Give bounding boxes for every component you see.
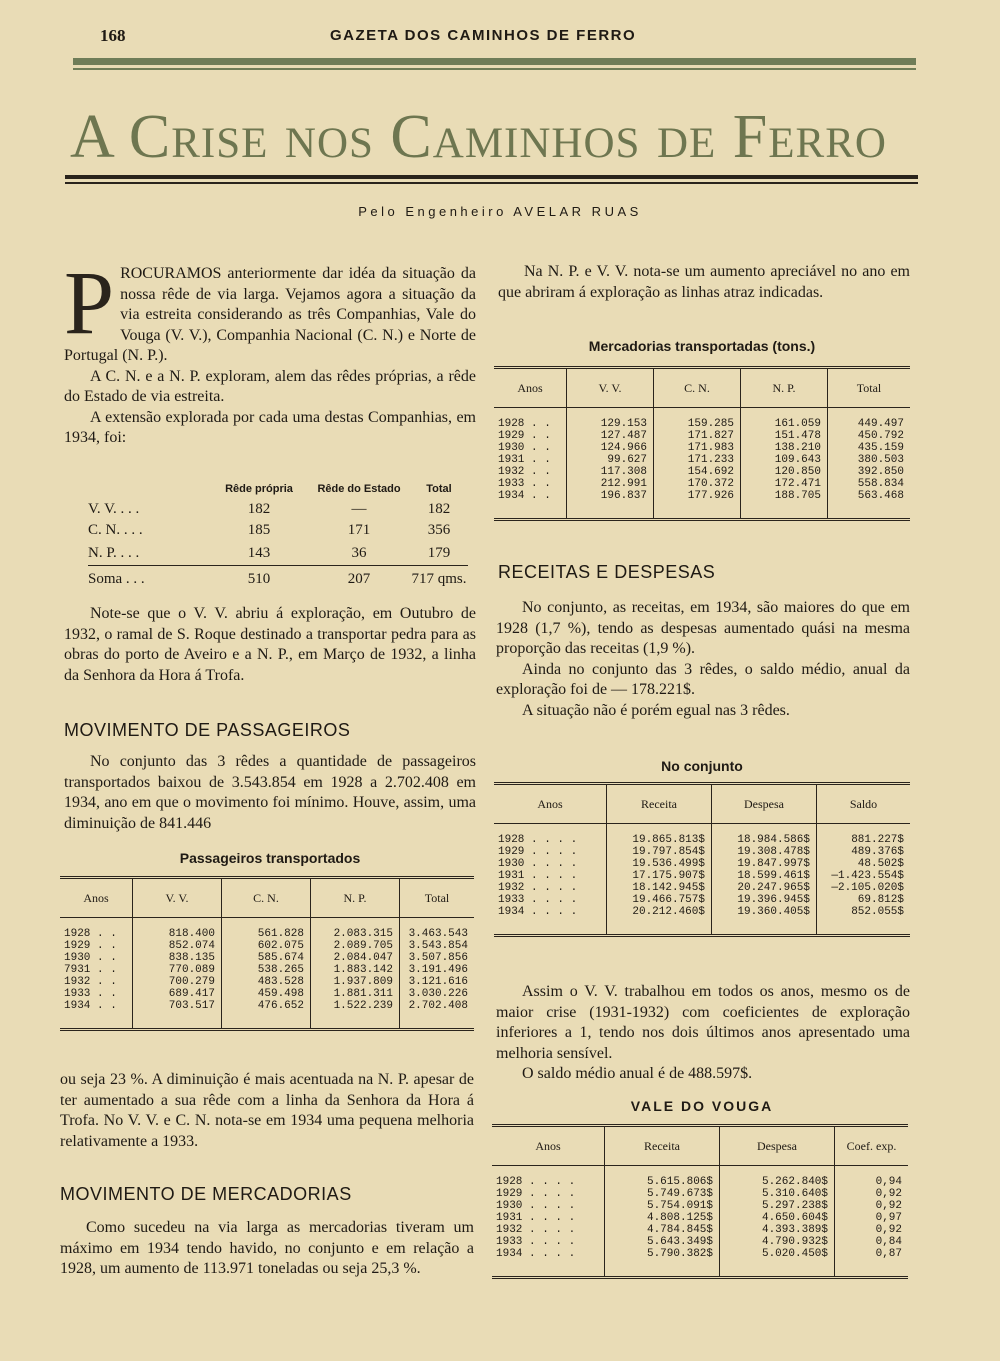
- table-row: [60, 964, 474, 976]
- year-cell: 1932 . . . .: [492, 1224, 605, 1236]
- value-cell: 69.812$: [857, 894, 904, 906]
- title-rule-thin: [65, 182, 918, 184]
- section-heading: MOVIMENTO DE MERCADORIAS: [60, 1184, 352, 1204]
- value-cell: 838.135: [133, 952, 222, 964]
- year-cell: 1932 . . . .: [494, 882, 607, 894]
- value-cell: 561.828: [222, 928, 311, 940]
- value-cell: 703.517: [133, 1000, 222, 1012]
- overall-table-box: [494, 782, 910, 937]
- value-cell: 3.191.496: [408, 964, 468, 976]
- value-cell: 4.393.389$: [720, 1224, 835, 1236]
- value-cell: 212.991: [567, 478, 654, 490]
- value-cell: 483.528: [222, 976, 311, 988]
- value-cell: 3.507.856: [408, 952, 468, 964]
- value-cell: 127.487: [567, 430, 654, 442]
- year-cell: 1929 . . . .: [494, 846, 607, 858]
- year-cell: 1928 . .: [494, 418, 567, 430]
- left-column-pass: [64, 752, 476, 834]
- extension-table: [88, 482, 468, 592]
- value-cell: 18.599.461$: [712, 870, 817, 882]
- goods-table-box: [494, 366, 910, 521]
- left-column-intro: [64, 254, 476, 449]
- table-row: [494, 906, 910, 918]
- col-header: Anos: [492, 1127, 605, 1166]
- value-cell: 2.702.408: [408, 1000, 468, 1012]
- year-cell: 1934 . . . .: [492, 1248, 605, 1260]
- table-row: [492, 1224, 908, 1236]
- year-cell: 1932 . .: [494, 466, 567, 478]
- col-header: Anos: [494, 785, 607, 824]
- paragraph: A situação não é porém egual nas 3 rêdes.: [522, 701, 790, 719]
- table-row: [494, 846, 910, 858]
- passengers-table: [60, 879, 474, 1028]
- year-cell: 7931 . .: [60, 964, 133, 976]
- right-column-intro: [498, 262, 910, 303]
- paragraph: ROCURAMOS anteriormente dar idéa da situação da nossa rêde de via larga. Vejamos agora a situação da via estreita considerando as três Companhias, Vale do Vouga (V. V.), Companhia Nacional (C. N.) e Norte de Portugal (N. P.).: [64, 265, 476, 364]
- value-cell: 5.020.450$: [720, 1248, 835, 1260]
- year-cell: 1930 . . . .: [494, 858, 607, 870]
- year-cell: 1933 . .: [494, 478, 567, 490]
- value-cell: 449.497: [857, 418, 904, 430]
- value-cell: 4.784.845$: [605, 1224, 720, 1236]
- value-cell: 117.308: [567, 466, 654, 478]
- left-column-after: [60, 1070, 474, 1152]
- year-cell: 1928 . .: [60, 928, 133, 940]
- table-row: N. P. . . . 143 36 179: [88, 541, 468, 566]
- value-cell: 171.827: [654, 430, 741, 442]
- vouga-table: [492, 1127, 908, 1276]
- paragraph: A C. N. e a N. P. exploram, alem das rêdes próprias, a rêde do Estado de via estreita.: [64, 367, 476, 405]
- left-column-note: [64, 604, 476, 686]
- journal-title: GAZETA DOS CAMINHOS DE FERRO: [330, 27, 637, 44]
- year-cell: 1929 . .: [494, 430, 567, 442]
- table-row: [60, 940, 474, 952]
- value-cell: 5.643.349$: [605, 1236, 720, 1248]
- value-cell: 0,87: [875, 1248, 902, 1260]
- header-rule-thin: [73, 68, 916, 70]
- col-header: Despesa: [720, 1127, 835, 1166]
- value-cell: 196.837: [567, 490, 654, 502]
- table-row: [60, 952, 474, 964]
- value-cell: 435.159: [857, 442, 904, 454]
- value-cell: 563.468: [857, 490, 904, 502]
- vouga-table-box: [492, 1124, 908, 1279]
- article-title: A Crise nos Caminhos de Ferro: [70, 103, 887, 171]
- value-cell: 3.543.854: [408, 940, 468, 952]
- paragraph: Assim o V. V. trabalhou em todos os anos, mesmo os de maior crise (1931-1932) com coeficientes de exploração inferiores a 1, tendo nos dois últimos anos apresentado uma melhoria sensível.: [496, 983, 910, 1062]
- table-row: [492, 1212, 908, 1224]
- value-cell: 159.285: [654, 418, 741, 430]
- value-cell: 19.466.757$: [607, 894, 712, 906]
- table-row: [494, 430, 910, 442]
- value-cell: 0,84: [875, 1236, 902, 1248]
- value-cell: 881.227$: [851, 834, 904, 846]
- table-row: [492, 1188, 908, 1200]
- value-cell: 0,92: [875, 1200, 902, 1212]
- table-row: [494, 858, 910, 870]
- table-row: V. V. . . . 182 — 182: [88, 501, 451, 517]
- value-cell: 700.279: [133, 976, 222, 988]
- paragraph: Como sucedeu na via larga as mercadorias tiveram um máximo em 1934 tendo havido, no conjunto e em relação a 1928, um aumento de 113.971 toneladas ou seja 25,3 %.: [60, 1219, 474, 1277]
- value-cell: 5.790.382$: [605, 1248, 720, 1260]
- table-row: [60, 1000, 474, 1012]
- year-cell: 1934 . .: [494, 490, 567, 502]
- year-cell: 1931 . .: [494, 454, 567, 466]
- value-cell: 558.834: [857, 478, 904, 490]
- table-row: C. N. . . . 185 171 356: [88, 522, 451, 538]
- value-cell: 2.083.315: [311, 928, 400, 940]
- year-cell: 1933 . . . .: [492, 1236, 605, 1248]
- value-cell: 3.463.543: [408, 928, 468, 940]
- value-cell: 602.075: [222, 940, 311, 952]
- col-header: Rêde própria: [225, 483, 293, 495]
- table-caption: Mercadorias transportadas (tons.): [588, 338, 816, 354]
- value-cell: 171.233: [654, 454, 741, 466]
- table-row: [494, 834, 910, 846]
- value-cell: 2.084.047: [311, 952, 400, 964]
- table-row: [494, 442, 910, 454]
- value-cell: 17.175.907$: [607, 870, 712, 882]
- value-cell: 689.417: [133, 988, 222, 1000]
- value-cell: 188.705: [741, 490, 828, 502]
- value-cell: 5.310.640$: [720, 1188, 835, 1200]
- section-heading: MOVIMENTO DE PASSAGEIROS: [64, 720, 351, 740]
- table-row: [60, 928, 474, 940]
- table-row: [492, 1236, 908, 1248]
- value-cell: 19.847.997$: [712, 858, 817, 870]
- value-cell: 20.212.460$: [607, 906, 712, 918]
- goods-table: [494, 369, 910, 518]
- table-row: [60, 976, 474, 988]
- col-header: Receita: [607, 785, 712, 824]
- year-cell: 1929 . . . .: [492, 1188, 605, 1200]
- right-column-rec: [496, 598, 910, 721]
- year-cell: 1933 . .: [60, 988, 133, 1000]
- value-cell: 177.926: [654, 490, 741, 502]
- value-cell: 138.210: [741, 442, 828, 454]
- paragraph: Note-se que o V. V. abriu á exploração, em Outubro de 1932, o ramal de S. Roque destinado a transportar pedra para as obras do porto de Aveiro e a N. P., em Março de 1932, a linha da Senhora da Hora á Trofa.: [64, 605, 476, 684]
- value-cell: 4.808.125$: [605, 1212, 720, 1224]
- value-cell: 171.983: [654, 442, 741, 454]
- value-cell: 48.502$: [857, 858, 904, 870]
- value-cell: 99.627: [567, 454, 654, 466]
- year-cell: 1933 . . . .: [494, 894, 607, 906]
- value-cell: 380.503: [857, 454, 904, 466]
- page-number: 168: [100, 26, 126, 45]
- section-heading: RECEITAS E DESPESAS: [498, 562, 716, 582]
- year-cell: 1929 . .: [60, 940, 133, 952]
- value-cell: 3.121.616: [408, 976, 468, 988]
- year-cell: 1934 . . . .: [494, 906, 607, 918]
- year-cell: 1931 . . . .: [492, 1212, 605, 1224]
- value-cell: 154.692: [654, 466, 741, 478]
- value-cell: 5.754.091$: [605, 1200, 720, 1212]
- table-row: Soma . . . 510 207 717 qms.: [88, 570, 467, 587]
- left-column-merc: [60, 1218, 474, 1280]
- right-column-vv: [496, 982, 910, 1085]
- year-cell: 1931 . . . .: [494, 870, 607, 882]
- col-header: Saldo: [849, 796, 878, 811]
- paragraph: ou seja 23 %. A diminuição é mais acentuada na N. P. apesar de ter aumentado a sua rêde com a linha da Senhora da Hora á Trofa. No V. V. e C. N. nota-se em 1934 uma pequena melhoria relativamente a 1933.: [60, 1071, 474, 1150]
- table-row: [494, 870, 910, 882]
- value-cell: 1.937.809: [311, 976, 400, 988]
- col-header: Anos: [494, 369, 567, 408]
- col-header: Total: [424, 890, 450, 905]
- col-header: C. N.: [222, 879, 311, 918]
- value-cell: —1.423.554$: [831, 870, 904, 882]
- paragraph: Na N. P. e V. V. nota-se um aumento apreciável no ano em que abriram á exploração as linhas atraz indicadas.: [498, 263, 910, 301]
- year-cell: 1934 . .: [60, 1000, 133, 1012]
- drop-cap: P: [64, 254, 115, 353]
- value-cell: 0,92: [875, 1188, 902, 1200]
- paragraph: No conjunto das 3 rêdes a quantidade de passageiros transportados baixou de 3.543.854 em 1928 a 2.702.408 em 1934, ano em que o movimento foi mínimo. Houve, assim, uma diminuição de 841.446: [64, 753, 476, 832]
- col-header: Total: [426, 483, 452, 495]
- col-header: Total: [856, 380, 882, 395]
- value-cell: 1.522.239: [311, 1000, 400, 1012]
- value-cell: 5.615.806$: [605, 1176, 720, 1188]
- value-cell: 1.883.142: [311, 964, 400, 976]
- title-rule: [65, 175, 918, 179]
- passengers-table-box: [60, 876, 474, 1031]
- table-row: [492, 1176, 908, 1188]
- value-cell: 852.074: [133, 940, 222, 952]
- col-header: V. V.: [567, 369, 654, 408]
- value-cell: 170.372: [654, 478, 741, 490]
- col-header: Anos: [60, 879, 133, 918]
- value-cell: 476.652: [222, 1000, 311, 1012]
- value-cell: 392.850: [857, 466, 904, 478]
- paragraph: No conjunto, as receitas, em 1934, são maiores do que em 1928 (1,7 %), tendo as despesas aumentado quási na mesma proporção das receitas (1,9 %).: [496, 599, 910, 657]
- table-row: [494, 882, 910, 894]
- col-header: N. P.: [741, 369, 828, 408]
- value-cell: 129.153: [567, 418, 654, 430]
- value-cell: 585.674: [222, 952, 311, 964]
- value-cell: 3.030.226: [408, 988, 468, 1000]
- value-cell: 172.471: [741, 478, 828, 490]
- value-cell: 18.984.586$: [712, 834, 817, 846]
- table-row: [60, 988, 474, 1000]
- year-cell: 1928 . . . .: [494, 834, 607, 846]
- col-header: Rêde do Estado: [317, 483, 401, 495]
- col-header: N. P.: [311, 879, 400, 918]
- value-cell: 0,97: [875, 1212, 902, 1224]
- col-header: V. V.: [133, 879, 222, 918]
- year-cell: 1930 . .: [494, 442, 567, 454]
- value-cell: 1.881.311: [311, 988, 400, 1000]
- table-row: [494, 466, 910, 478]
- value-cell: 19.536.499$: [607, 858, 712, 870]
- table-row: [494, 478, 910, 490]
- table-caption: Passageiros transportados: [179, 850, 361, 866]
- value-cell: 2.089.705: [311, 940, 400, 952]
- value-cell: 770.089: [133, 964, 222, 976]
- value-cell: 489.376$: [851, 846, 904, 858]
- col-header: C. N.: [654, 369, 741, 408]
- year-cell: 1928 . . . .: [492, 1176, 605, 1188]
- value-cell: —2.105.020$: [831, 882, 904, 894]
- table-caption: VALE DO VOUGA: [630, 1098, 774, 1114]
- value-cell: 19.308.478$: [712, 846, 817, 858]
- value-cell: 20.247.965$: [712, 882, 817, 894]
- table-row: [494, 894, 910, 906]
- value-cell: 161.059: [741, 418, 828, 430]
- overall-table: [494, 785, 910, 934]
- table-caption: No conjunto: [661, 758, 743, 774]
- value-cell: 120.850: [741, 466, 828, 478]
- value-cell: 19.865.813$: [607, 834, 712, 846]
- header-rule: [73, 58, 916, 65]
- value-cell: 19.396.945$: [712, 894, 817, 906]
- value-cell: 459.498: [222, 988, 311, 1000]
- value-cell: 18.142.945$: [607, 882, 712, 894]
- year-cell: 1930 . .: [60, 952, 133, 964]
- col-header: Despesa: [712, 785, 817, 824]
- value-cell: 450.792: [857, 430, 904, 442]
- year-cell: 1932 . .: [60, 976, 133, 988]
- value-cell: 5.297.238$: [720, 1200, 835, 1212]
- byline: Pelo Engenheiro AVELAR RUAS: [358, 204, 642, 219]
- col-header: Receita: [605, 1127, 720, 1166]
- value-cell: 151.478: [741, 430, 828, 442]
- value-cell: 19.797.854$: [607, 846, 712, 858]
- value-cell: 538.265: [222, 964, 311, 976]
- paragraph: A extensão explorada por cada uma destas Companhias, em 1934, foi:: [64, 408, 476, 446]
- value-cell: 109.643: [741, 454, 828, 466]
- paragraph: Ainda no conjunto das 3 rêdes, o saldo médio, anual da exploração foi de — 178.221$.: [496, 660, 910, 698]
- value-cell: 0,92: [875, 1224, 902, 1236]
- table-row: [494, 490, 910, 502]
- value-cell: 5.749.673$: [605, 1188, 720, 1200]
- value-cell: 0,94: [875, 1176, 902, 1188]
- col-header: Coef. exp.: [846, 1138, 897, 1153]
- value-cell: 4.790.932$: [720, 1236, 835, 1248]
- table-row: [492, 1200, 908, 1212]
- value-cell: 124.966: [567, 442, 654, 454]
- paragraph: O saldo médio anual é de 488.597$.: [522, 1065, 753, 1082]
- year-cell: 1930 . . . .: [492, 1200, 605, 1212]
- table-row: [492, 1248, 908, 1260]
- value-cell: 852.055$: [851, 906, 904, 918]
- value-cell: 19.360.405$: [712, 906, 817, 918]
- value-cell: 4.650.604$: [720, 1212, 835, 1224]
- value-cell: 5.262.840$: [720, 1176, 835, 1188]
- table-row: [494, 418, 910, 430]
- value-cell: 818.400: [133, 928, 222, 940]
- table-row: [494, 454, 910, 466]
